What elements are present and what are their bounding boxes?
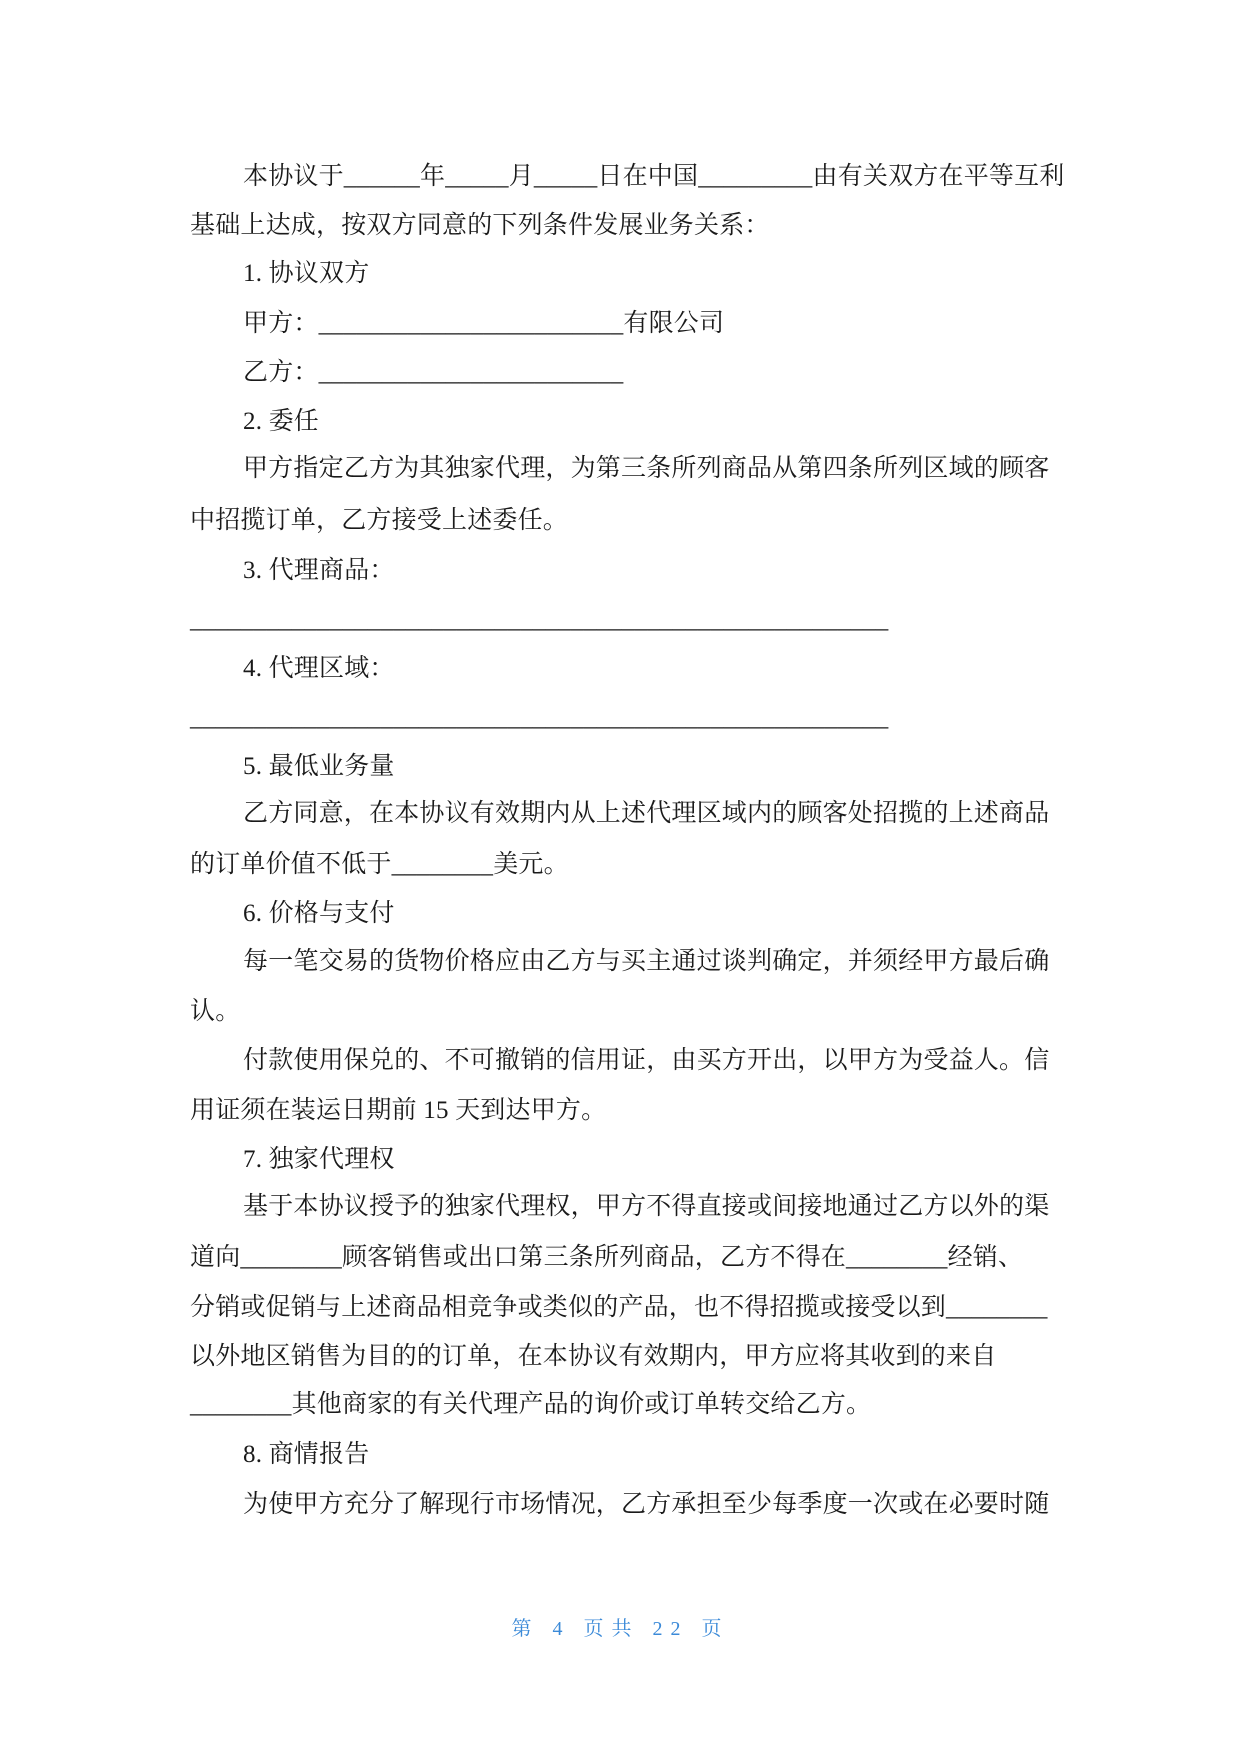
section-heading-price-payment: 6. 价格与支付: [243, 900, 395, 927]
paragraph-line: 甲方指定乙方为其独家代理，为第三条所列商品从第四条所列区域的顾客: [243, 455, 1050, 482]
paragraph-line: 每一笔交易的货物价格应由乙方与买主通过谈判确定，并须经甲方最后确: [243, 948, 1050, 975]
section-heading-appointment: 2. 委任: [243, 408, 320, 435]
paragraph-line-intro-cont: 基础上达成，按双方同意的下列条件发展业务关系：: [190, 212, 770, 239]
party-a-line: 甲方：________________________有限公司: [243, 310, 725, 337]
section-heading-territory: 4. 代理区域：: [243, 655, 395, 682]
paragraph-line: 基于本协议授予的独家代理权，甲方不得直接或间接地通过乙方以外的渠: [243, 1193, 1050, 1220]
paragraph-line-intro: 本协议于______年_____月_____日在中国_________由有关双方在平等互利: [243, 163, 1065, 190]
paragraph-line: 分销或促销与上述商品相竞争或类似的产品，也不得招揽或接受以到________: [190, 1294, 1048, 1321]
paragraph-line: ________其他商家的有关代理产品的询价或订单转交给乙方。: [190, 1391, 872, 1418]
blank-fill-line: _______________________________________________________: [190, 606, 889, 633]
paragraph-line: 乙方同意，在本协议有效期内从上述代理区域内的顾客处招揽的上述商品: [243, 800, 1050, 827]
paragraph-line: 用证须在装运日期前 15 天到达甲方。: [190, 1097, 607, 1124]
blank-fill-line: _______________________________________________________: [190, 704, 889, 731]
paragraph-line: 的订单价值不低于________美元。: [190, 851, 569, 878]
paragraph-line: 认。: [190, 998, 241, 1025]
paragraph-line: 中招揽订单，乙方接受上述委任。: [190, 507, 569, 534]
party-b-line: 乙方：________________________: [243, 359, 624, 386]
section-heading-exclusive-rights: 7. 独家代理权: [243, 1146, 395, 1173]
paragraph-line: 以外地区销售为目的的订单，在本协议有效期内，甲方应将其收到的来自: [190, 1343, 997, 1370]
section-heading-minimum-business: 5. 最低业务量: [243, 753, 395, 780]
section-heading-parties: 1. 协议双方: [243, 260, 370, 287]
section-heading-products: 3. 代理商品：: [243, 557, 395, 584]
paragraph-line: 道向________顾客销售或出口第三条所列商品，乙方不得在________经销、: [190, 1244, 1024, 1271]
paragraph-line: 付款使用保兑的、不可撤销的信用证，由买方开出，以甲方为受益人。信: [243, 1047, 1050, 1074]
section-heading-market-report: 8. 商情报告: [243, 1441, 370, 1468]
paragraph-line: 为使甲方充分了解现行市场情况，乙方承担至少每季度一次或在必要时随: [243, 1491, 1050, 1518]
page-number-footer: 第 4 页共 22 页: [511, 1618, 730, 1640]
